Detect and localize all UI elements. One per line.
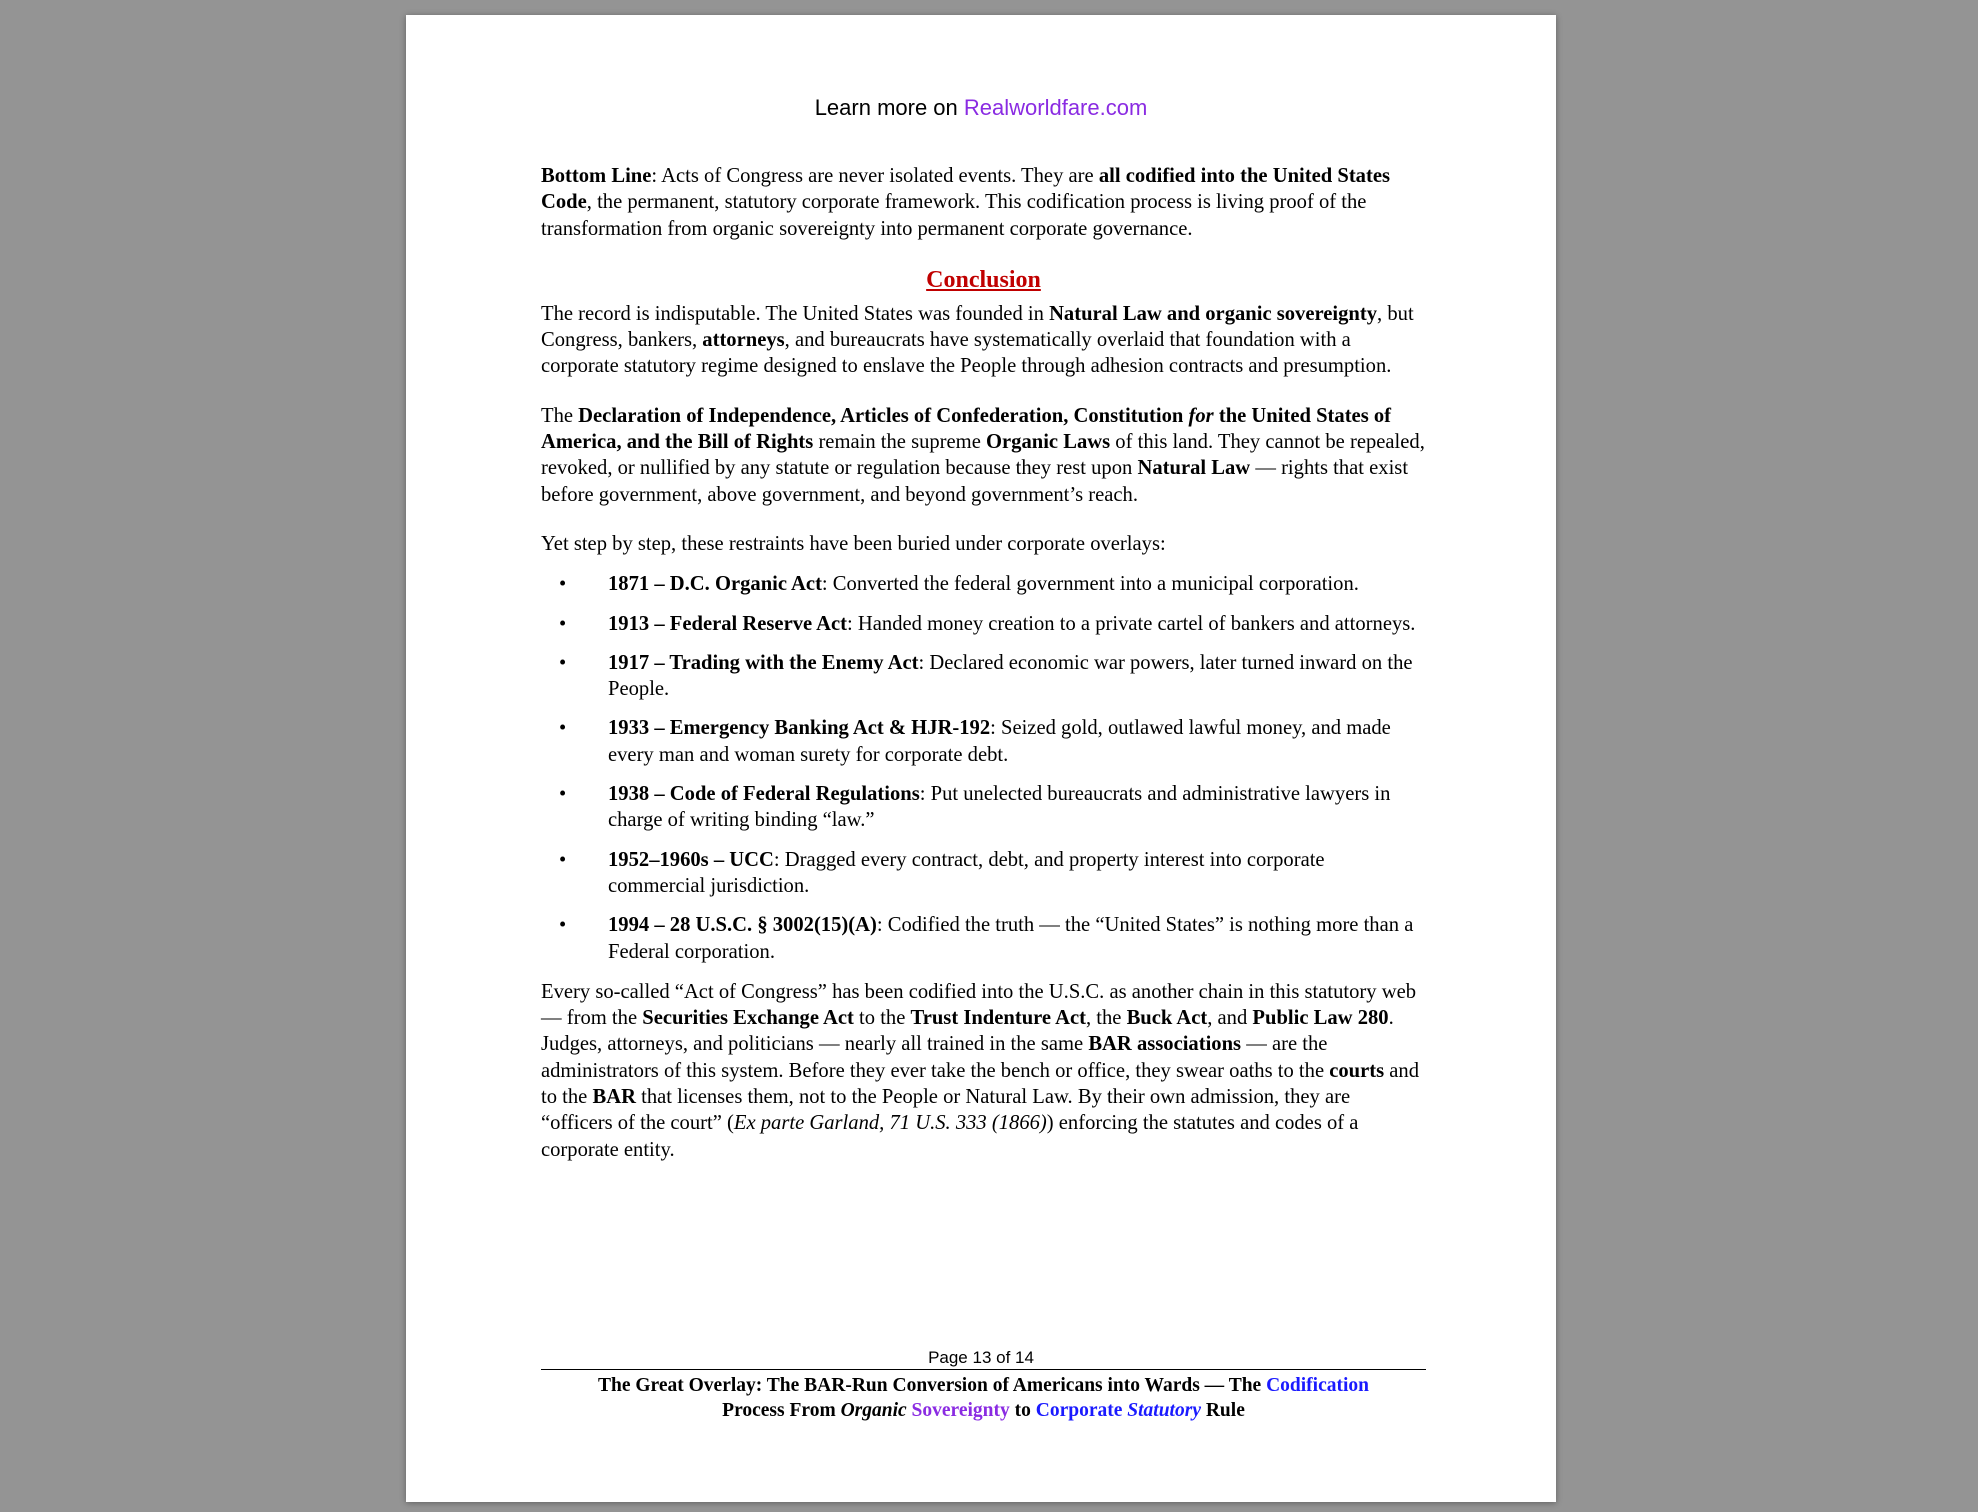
page-number: Page 13 of 14 [928,1348,1034,1367]
bullet: • [559,848,567,871]
conclusion-paragraph-4 [541,979,1426,1163]
bold-run: courts [1329,1059,1385,1082]
event-title: 1871 – D.C. Organic Act [608,573,822,596]
bottom-line-paragraph [541,163,1426,242]
bullet: • [559,783,567,806]
header-prefix: Learn more on [814,95,964,120]
bold-run: Trust Indenture Act [910,1007,1086,1030]
footer-text: Process From [722,1399,841,1421]
text-run: , the permanent, statutory corporate framework. This codification process is living proof of the transformation from organic sovereignty into permanent corporate governance. [541,191,1367,240]
conclusion-paragraph-3: Yet step by step, these restraints have been buried under corporate overlays: [541,532,1166,555]
event-text: : Declared economic war powers, later turned inward on the People. [608,651,1413,701]
list-item [541,715,1426,768]
list-item [541,611,1426,637]
text-run: ) enforcing the statutes and codes of a corporate entity. [541,1112,1359,1161]
text-run: — rights that exist before government, above government, and beyond government’s reach. [541,457,1409,506]
bullet: • [559,914,567,937]
list-item [541,912,1426,965]
text-run: The [541,404,579,427]
list-item [541,781,1426,834]
bold-run: Public Law 280 [1252,1007,1389,1030]
bullet: • [559,612,567,635]
page-content [541,163,1426,1186]
case-citation: Ex parte Garland, 71 U.S. 333 (1866) [733,1112,1047,1135]
footer-text-blue: Codification [1266,1375,1369,1396]
text-run: , and bureaucrats have systematically overlaid that foundation with a corporate statutory regime designed to enslave the People through adhesion contracts and presumption. [541,329,1392,378]
event-text: : Converted the federal government into a municipal corporation. [821,573,1359,596]
bold-run: Declaration of Independence, Articles of Confederation, Constitution [578,404,1189,427]
text-run: remain the supreme [813,431,986,454]
text-run: , the [1085,1007,1127,1030]
footer-text-blue: Corporate [1035,1399,1123,1421]
text-run: . Judges, attorneys, and politicians — nearly all trained in the same [541,1007,1394,1056]
document-page [406,15,1556,1502]
bold-italic-run: for [1188,404,1214,427]
footer-text-purple: Sovereignty [911,1399,1010,1421]
text-run: to the [853,1007,911,1030]
bold-run: Buck Act [1126,1007,1208,1030]
text-run: Every so-called “Act of Congress” has been codified into the U.S.C. as another chain in this statutory web — from the [541,980,1417,1030]
footer-text: Rule [1200,1399,1245,1421]
conclusion-paragraph-2 [541,403,1426,508]
bold-run: BAR [592,1086,636,1109]
bold-run: Natural Law and organic sovereignty [1049,302,1378,325]
event-text: : Codified the truth — the “United States” is nothing more than a Federal corporation. [608,914,1414,963]
footer-text: The Great Overlay: The BAR-Run Conversion of Americans into Wards — The [598,1375,1267,1396]
event-text: : Dragged every contract, debt, and property interest into corporate commercial jurisdiction. [608,848,1325,897]
bullet: • [559,717,567,740]
bold-run: all codified into the United States Code [541,165,1390,214]
text-run: and to the [541,1059,1420,1109]
footer-text: to [1009,1399,1036,1421]
event-text: : Seized gold, outlawed lawful money, and made every man and woman surety for corporate debt. [608,717,1391,766]
event-text: : Put unelected bureaucrats and administrative lawyers in charge of writing binding “law.” [608,783,1391,832]
bullet: • [559,573,567,596]
text-run: The record is indisputable. The United States was founded in [541,302,1050,325]
text-run: : Acts of Congress are never isolated events. They are [651,165,1099,187]
text-run: , but Congress, bankers, [541,302,1414,352]
text-run: — are the administrators of this system. Before they ever take the bench or office, they swear oaths to the [541,1033,1330,1082]
event-title: 1913 – Federal Reserve Act [608,612,848,635]
realworldfare-link[interactable]: Realworldfare.com [963,95,1148,120]
footer-text-italic: Organic [840,1399,907,1421]
event-title: 1938 – Code of Federal Regulations [608,783,920,806]
text-run: of this land. They cannot be repealed, revoked, or nullified by any statute or regulation because they rest upon [541,431,1425,480]
bold-run: attorneys [702,329,785,352]
event-title: 1933 – Emergency Banking Act & HJR-192 [608,717,991,740]
text-run: , and [1207,1007,1253,1030]
bold-run: BAR associations [1088,1033,1242,1056]
list-item [541,571,1426,597]
text-run: that licenses them, not to the People or Natural Law. By their own admission, they are “officers of the court” ( [541,1086,1351,1135]
bold-run: Organic Laws [986,431,1111,454]
event-title: 1994 – 28 U.S.C. § 3002(15)(A) [608,914,877,937]
list-item [541,650,1426,703]
bold-run: Natural Law [1137,457,1251,480]
conclusion-paragraph-1 [541,301,1426,380]
bold-run: the United States of America, and the Bill of Rights [541,404,1392,454]
footer-text-blue-italic: Statutory [1127,1399,1201,1421]
overlay-events-list [541,571,1426,965]
bold-run: Securities Exchange Act [642,1007,854,1030]
footer-divider [541,1369,1426,1370]
event-title: 1917 – Trading with the Enemy Act [608,651,919,674]
event-text: : Handed money creation to a private cartel of bankers and attorneys. [847,612,1416,635]
footer-title [541,1374,1426,1423]
conclusion-heading: Conclusion [926,266,1041,293]
event-title: 1952–1960s – UCC [608,848,774,871]
bottom-line-label: Bottom Line [541,165,652,187]
page-header [406,95,1556,121]
list-item [541,847,1426,900]
bullet: • [559,651,567,674]
